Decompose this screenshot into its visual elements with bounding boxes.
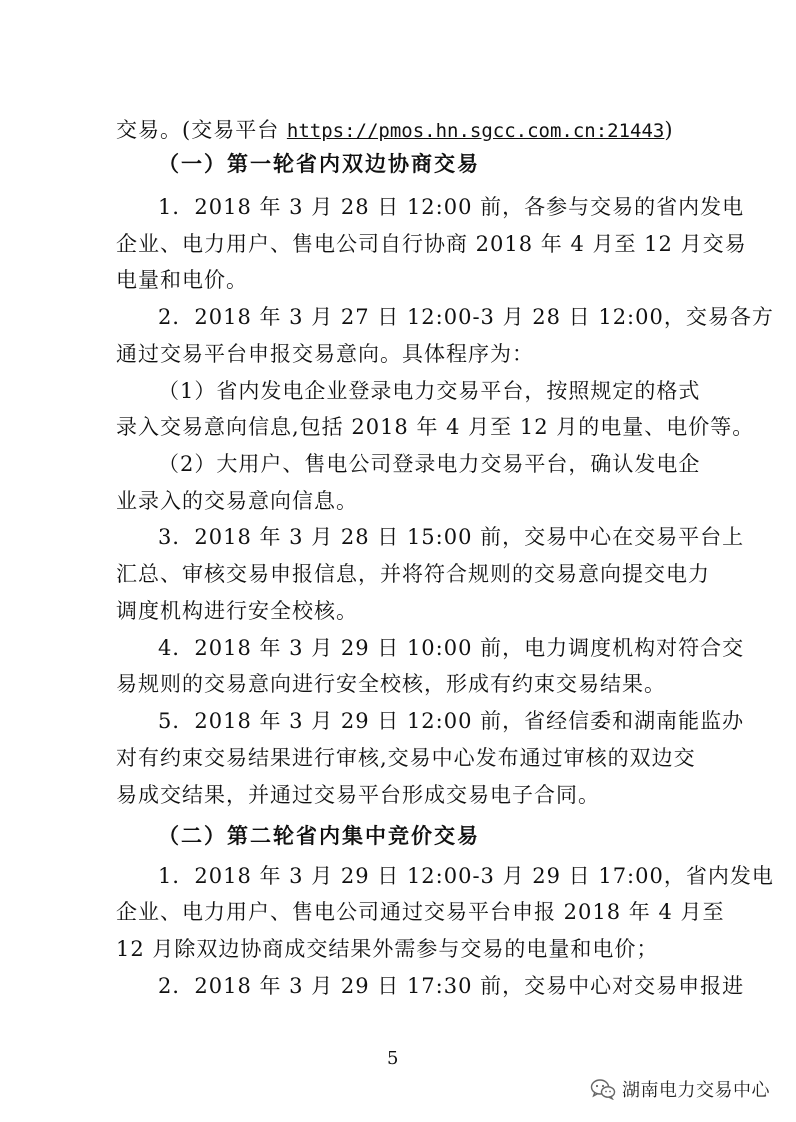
line-text-suffix: ) (664, 118, 674, 142)
paragraph-line: （1）省内发电企业登录电力交易平台，按照规定的格式 (158, 379, 701, 403)
page-number: 5 (387, 1048, 399, 1069)
paragraph-line: 2．2018 年 3 月 29 日 17:30 前，交易中心对交易申报进 (158, 974, 745, 998)
wechat-icon (590, 1078, 616, 1100)
trading-platform-link[interactable]: https://pmos.hn.sgcc.com.cn:21443 (286, 120, 665, 142)
paragraph-line: 1．2018 年 3 月 29 日 12:00-3 月 29 日 17:00，省内发电 (158, 864, 774, 888)
paragraph-line: （2）大用户、售电公司登录电力交易平台，确认发电企 (158, 452, 701, 476)
line-text: 交易。(交易平台 (116, 118, 287, 142)
paragraph-line: 4．2018 年 3 月 29 日 10:00 前，电力调度机构对符合交 (158, 636, 745, 660)
paragraph-line: 易规则的交易意向进行安全校核，形成有约束交易结果。 (116, 672, 666, 696)
paragraph-line: 汇总、审核交易申报信息，并将符合规则的交易意向提交电力 (116, 562, 710, 586)
section-heading-1: （一）第一轮省内双边协商交易 (158, 152, 480, 176)
paragraph-line: 3．2018 年 3 月 28 日 15:00 前，交易中心在交易平台上 (158, 525, 745, 549)
paragraph-line: 企业、电力用户、售电公司自行协商 2018 年 4 月至 12 月交易 (116, 232, 747, 256)
paragraph-line: 12 月除双边协商成交结果外需参与交易的电量和电价； (116, 937, 659, 961)
paragraph-line: 业录入的交易意向信息。 (116, 489, 358, 513)
section-heading-2: （二）第二轮省内集中竞价交易 (158, 824, 480, 848)
paragraph-line: 1．2018 年 3 月 28 日 12:00 前，各参与交易的省内发电 (158, 195, 745, 219)
watermark-text: 湖南电力交易中心 (622, 1080, 770, 1101)
paragraph-line: 易成交结果，并通过交易平台形成交易电子合同。 (116, 783, 600, 807)
paragraph-line: 调度机构进行安全校核。 (116, 599, 358, 623)
paragraph-line: 对有约束交易结果进行审核,交易中心发布通过审核的双边交 (116, 746, 696, 770)
paragraph-line: 电量和电价。 (116, 268, 248, 292)
paragraph-line: 2．2018 年 3 月 27 日 12:00-3 月 28 日 12:00，交易各方 (158, 305, 774, 329)
wechat-watermark (590, 1076, 770, 1102)
paragraph-line: 企业、电力用户、售电公司通过交易平台申报 2018 年 4 月至 (116, 900, 725, 924)
text-line (116, 116, 674, 145)
paragraph-line: 录入交易意向信息,包括 2018 年 4 月至 12 月的电量、电价等。 (116, 415, 755, 439)
paragraph-line: 5．2018 年 3 月 29 日 12:00 前，省经信委和湖南能监办 (158, 709, 745, 733)
paragraph-line: 通过交易平台申报交易意向。具体程序为： (116, 342, 534, 366)
